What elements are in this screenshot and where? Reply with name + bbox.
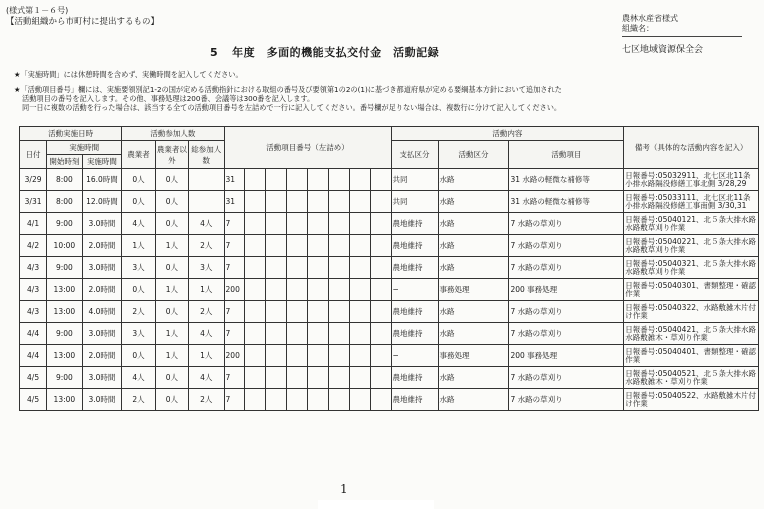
cell-item-number: 7	[224, 235, 245, 257]
cell-farmers: 0人	[122, 279, 155, 301]
cell-item-number	[370, 301, 391, 323]
header-activity-item: 活動項目	[509, 141, 624, 169]
cell-date: 4/3	[20, 301, 47, 323]
cell-duration: 4.0時間	[82, 301, 122, 323]
cell-activity-item: 7 水路の草刈り	[509, 367, 624, 389]
cell-item-number	[287, 235, 308, 257]
cell-item-number	[349, 191, 370, 213]
cell-start-time: 9:00	[47, 323, 82, 345]
cell-item-number	[266, 257, 287, 279]
cell-remark: 日報番号:05040221、北５条大排水路水路敷草刈り作業	[624, 235, 759, 257]
cell-date: 4/5	[20, 367, 47, 389]
cell-item-number: 7	[224, 257, 245, 279]
cell-start-time: 13:00	[47, 345, 82, 367]
cell-activity-type: 水路	[438, 367, 509, 389]
cell-item-number	[308, 301, 329, 323]
cell-item-number	[287, 257, 308, 279]
cell-total: 3人	[189, 257, 224, 279]
cell-non-farmers: 0人	[155, 367, 188, 389]
table-row	[20, 323, 759, 345]
cell-support-type: 農地維持	[391, 367, 438, 389]
cell-activity-item: 7 水路の草刈り	[509, 213, 624, 235]
cell-total: 4人	[189, 213, 224, 235]
cell-support-type: 共同	[391, 191, 438, 213]
cell-item-number	[370, 279, 391, 301]
header-date: 日付	[20, 141, 47, 169]
cell-item-number: 7	[224, 323, 245, 345]
cell-item-number	[308, 345, 329, 367]
table-row	[20, 169, 759, 191]
cell-farmers: 0人	[122, 345, 155, 367]
cell-remark: 日報番号:05040522、水路敷雑木片付け作業	[624, 389, 759, 411]
cell-activity-type: 事務処理	[438, 279, 509, 301]
cell-item-number	[245, 235, 266, 257]
cell-activity-item: 7 水路の草刈り	[509, 323, 624, 345]
cell-remark: 日報番号:05033111、北七区北11条小排水路隔没修繕工事南側 3/30,31	[624, 191, 759, 213]
cell-start-time: 13:00	[47, 279, 82, 301]
header-remarks: 備考（具体的な活動内容を記入）	[624, 127, 759, 169]
header-farmers: 農業者	[122, 141, 155, 169]
cell-item-number	[245, 213, 266, 235]
ministry-form-label: 農林水産省様式	[622, 14, 678, 23]
cell-farmers: 4人	[122, 367, 155, 389]
cell-activity-type: 水路	[438, 389, 509, 411]
table-row	[20, 235, 759, 257]
cell-item-number	[328, 301, 349, 323]
cell-total	[189, 169, 224, 191]
cell-item-number	[245, 169, 266, 191]
page-number: 1	[340, 482, 348, 496]
organization-label: 組織名：	[622, 24, 654, 33]
cell-farmers: 0人	[122, 169, 155, 191]
header-support-type: 支払区分	[391, 141, 438, 169]
cell-date: 4/3	[20, 257, 47, 279]
cell-remark: 日報番号:05040301、書類整理・確認作業	[624, 279, 759, 301]
cell-item-number: 200	[224, 279, 245, 301]
header-duration: 実施時間	[82, 155, 122, 169]
cell-non-farmers: 0人	[155, 389, 188, 411]
cell-item-number	[349, 279, 370, 301]
header-date-group: 活動実施日時	[20, 127, 122, 141]
cell-farmers: 1人	[122, 235, 155, 257]
header-participants-group: 活動参加人数	[122, 127, 224, 141]
cell-item-number	[308, 367, 329, 389]
cell-remark: 日報番号:05040421、北５条大排水路水路敷雑木・草刈り作業	[624, 323, 759, 345]
cell-item-number	[328, 169, 349, 191]
cell-item-number	[245, 279, 266, 301]
note-multiple-activities: 同一日に複数の活動を行った場合は、該当する全ての活動項目番号を左詰めで一行に記入してください。番号欄が足りない場合は、複数行に分けて記入してください。	[22, 103, 562, 112]
cell-total: 2人	[189, 389, 224, 411]
cell-item-number	[266, 213, 287, 235]
cell-remark: 日報番号:05040321、北５条大排水路水路敷草刈り作業	[624, 257, 759, 279]
cell-item-number	[287, 345, 308, 367]
cell-date: 3/29	[20, 169, 47, 191]
organization-underline	[622, 36, 742, 37]
table-row	[20, 213, 759, 235]
cell-support-type: 農地維持	[391, 257, 438, 279]
cell-item-number	[245, 257, 266, 279]
cell-item-number	[266, 279, 287, 301]
cell-item-number	[287, 169, 308, 191]
cell-support-type: 農地維持	[391, 389, 438, 411]
table-row	[20, 345, 759, 367]
cell-farmers: 0人	[122, 191, 155, 213]
cell-item-number	[287, 323, 308, 345]
cell-item-number	[328, 279, 349, 301]
cell-item-number	[245, 345, 266, 367]
cell-item-number	[308, 389, 329, 411]
header-non-farmers: 農業者以外	[155, 141, 188, 169]
cell-item-number	[245, 389, 266, 411]
cell-non-farmers: 0人	[155, 301, 188, 323]
cell-date: 4/1	[20, 213, 47, 235]
cell-item-number	[308, 213, 329, 235]
cell-remark: 日報番号:05040521、北５条大排水路水路敷雑木・草刈り作業	[624, 367, 759, 389]
cell-non-farmers: 1人	[155, 235, 188, 257]
cell-item-number	[245, 191, 266, 213]
cell-duration: 3.0時間	[82, 257, 122, 279]
cell-item-number	[287, 367, 308, 389]
cell-start-time: 13:00	[47, 301, 82, 323]
cell-duration: 3.0時間	[82, 323, 122, 345]
cell-farmers: 2人	[122, 301, 155, 323]
cell-item-number	[349, 367, 370, 389]
cell-item-number	[308, 169, 329, 191]
cell-activity-item: 7 水路の草刈り	[509, 257, 624, 279]
cell-support-type: 農地維持	[391, 235, 438, 257]
cell-start-time: 10:00	[47, 235, 82, 257]
cell-item-number	[370, 389, 391, 411]
cell-date: 4/4	[20, 345, 47, 367]
cell-item-number	[266, 367, 287, 389]
cell-date: 4/3	[20, 279, 47, 301]
cell-support-type: −	[391, 279, 438, 301]
cell-start-time: 8:00	[47, 169, 82, 191]
cell-item-number	[370, 213, 391, 235]
cell-item-number: 31	[224, 169, 245, 191]
cell-support-type: 共同	[391, 169, 438, 191]
cell-support-type: 農地維持	[391, 323, 438, 345]
cell-item-number: 7	[224, 367, 245, 389]
cell-duration: 3.0時間	[82, 367, 122, 389]
cell-item-number	[328, 389, 349, 411]
cell-item-number	[308, 191, 329, 213]
cell-duration: 16.0時間	[82, 169, 122, 191]
cell-item-number	[349, 389, 370, 411]
cell-remark: 日報番号:05040401、書類整理・確認作業	[624, 345, 759, 367]
cell-item-number	[308, 257, 329, 279]
cell-remark: 日報番号:05040121、北５条大排水路水路敷草刈り作業	[624, 213, 759, 235]
cell-non-farmers: 1人	[155, 279, 188, 301]
cell-item-number	[328, 213, 349, 235]
cell-activity-type: 水路	[438, 257, 509, 279]
activity-log-table	[19, 126, 759, 411]
cell-date: 4/4	[20, 323, 47, 345]
cell-item-number	[370, 367, 391, 389]
cell-non-farmers: 0人	[155, 169, 188, 191]
cell-farmers: 2人	[122, 389, 155, 411]
cell-item-number	[349, 345, 370, 367]
organization-name: 七区地域資源保全会	[622, 45, 704, 55]
cell-item-number	[328, 367, 349, 389]
activity-log-body	[20, 169, 759, 411]
cell-start-time: 8:00	[47, 191, 82, 213]
cell-item-number	[287, 389, 308, 411]
table-row	[20, 301, 759, 323]
cell-item-number	[266, 301, 287, 323]
page-footer-bar	[318, 500, 434, 509]
cell-activity-type: 水路	[438, 235, 509, 257]
cell-total: 4人	[189, 323, 224, 345]
cell-start-time: 9:00	[47, 213, 82, 235]
cell-item-number	[245, 301, 266, 323]
cell-activity-type: 水路	[438, 169, 509, 191]
cell-start-time: 9:00	[47, 367, 82, 389]
note-item-number-cont: 活動項目の番号を記入します。その他、事務処理は200番、会議等は300番を記入します。	[22, 94, 315, 103]
table-row	[20, 367, 759, 389]
cell-total: 2人	[189, 235, 224, 257]
cell-item-number: 31	[224, 191, 245, 213]
cell-item-number	[328, 345, 349, 367]
cell-activity-type: 事務処理	[438, 345, 509, 367]
cell-farmers: 4人	[122, 213, 155, 235]
cell-activity-type: 水路	[438, 301, 509, 323]
cell-item-number	[349, 257, 370, 279]
cell-item-number	[287, 301, 308, 323]
cell-item-number	[370, 169, 391, 191]
cell-item-number	[328, 191, 349, 213]
cell-item-number	[308, 279, 329, 301]
cell-duration: 2.0時間	[82, 235, 122, 257]
cell-start-time: 13:00	[47, 389, 82, 411]
cell-farmers: 3人	[122, 323, 155, 345]
cell-support-type: 農地維持	[391, 213, 438, 235]
cell-duration: 3.0時間	[82, 389, 122, 411]
submission-note: 【活動組織から市町村に提出するもの】	[6, 17, 160, 27]
cell-item-number	[245, 367, 266, 389]
cell-item-number	[349, 301, 370, 323]
cell-activity-type: 水路	[438, 323, 509, 345]
cell-remark: 日報番号:05032911、北七区北11条小排水路隔没修繕工事北側 3/28,29	[624, 169, 759, 191]
cell-item-number	[328, 235, 349, 257]
cell-activity-item: 7 水路の草刈り	[509, 389, 624, 411]
cell-item-number	[370, 191, 391, 213]
cell-total	[189, 191, 224, 213]
title-year: 5	[210, 46, 219, 59]
cell-total: 1人	[189, 279, 224, 301]
cell-non-farmers: 1人	[155, 345, 188, 367]
cell-item-number	[266, 389, 287, 411]
cell-activity-item: 31 水路の軽微な補修等	[509, 169, 624, 191]
header-item-numbers: 活動項目番号（左詰め）	[224, 127, 391, 169]
document-title	[210, 44, 439, 60]
cell-item-number	[328, 257, 349, 279]
cell-activity-item: 7 水路の草刈り	[509, 301, 624, 323]
cell-item-number	[287, 213, 308, 235]
cell-item-number	[287, 191, 308, 213]
cell-activity-item: 200 事務処理	[509, 279, 624, 301]
header-start: 開始時刻	[47, 155, 82, 169]
cell-date: 4/5	[20, 389, 47, 411]
cell-farmers: 3人	[122, 257, 155, 279]
cell-item-number	[349, 323, 370, 345]
cell-item-number	[266, 169, 287, 191]
cell-total: 4人	[189, 367, 224, 389]
cell-item-number: 7	[224, 301, 245, 323]
title-main: 年度 多面的機能支払交付金 活動記録	[232, 46, 440, 59]
cell-item-number	[349, 213, 370, 235]
cell-non-farmers: 1人	[155, 323, 188, 345]
cell-activity-type: 水路	[438, 213, 509, 235]
table-row	[20, 191, 759, 213]
cell-item-number	[349, 235, 370, 257]
cell-item-number	[349, 169, 370, 191]
cell-item-number	[245, 323, 266, 345]
cell-item-number	[287, 279, 308, 301]
cell-support-type: −	[391, 345, 438, 367]
header-content-group: 活動内容	[391, 127, 624, 141]
cell-support-type: 農地維持	[391, 301, 438, 323]
cell-non-farmers: 0人	[155, 213, 188, 235]
form-number: (様式第１－６号)	[6, 6, 69, 15]
cell-item-number: 7	[224, 389, 245, 411]
note-item-number: ★「活動項目番号」欄には、実施要領別記1-2の国が定める活動指針における取組の番号及び要領第1の2の(1)に基づき都道府県が定める要綱基本方針において追加された	[14, 85, 562, 94]
cell-item-number	[266, 345, 287, 367]
cell-item-number	[370, 257, 391, 279]
cell-total: 1人	[189, 345, 224, 367]
cell-item-number	[370, 345, 391, 367]
cell-activity-item: 200 事務処理	[509, 345, 624, 367]
cell-item-number	[370, 323, 391, 345]
cell-item-number	[308, 323, 329, 345]
table-row	[20, 257, 759, 279]
cell-remark: 日報番号:05040322、水路敷雑木片付け作業	[624, 301, 759, 323]
cell-start-time: 9:00	[47, 257, 82, 279]
cell-item-number: 200	[224, 345, 245, 367]
note-working-hours: ★「実施時間」には休憩時間を含めず、実働時間を記入してください。	[14, 70, 243, 79]
cell-activity-item: 7 水路の草刈り	[509, 235, 624, 257]
cell-non-farmers: 0人	[155, 191, 188, 213]
cell-activity-type: 水路	[438, 191, 509, 213]
cell-item-number	[266, 191, 287, 213]
cell-item-number	[308, 235, 329, 257]
cell-non-farmers: 0人	[155, 257, 188, 279]
table-row	[20, 279, 759, 301]
cell-item-number	[328, 323, 349, 345]
cell-total: 2人	[189, 301, 224, 323]
cell-date: 3/31	[20, 191, 47, 213]
header-activity-type: 活動区分	[438, 141, 509, 169]
cell-date: 4/2	[20, 235, 47, 257]
header-time-group: 実施時間	[47, 141, 122, 155]
cell-duration: 12.0時間	[82, 191, 122, 213]
cell-duration: 2.0時間	[82, 279, 122, 301]
cell-item-number	[266, 323, 287, 345]
table-row	[20, 389, 759, 411]
cell-item-number	[370, 235, 391, 257]
cell-item-number: 7	[224, 213, 245, 235]
cell-duration: 2.0時間	[82, 345, 122, 367]
cell-item-number	[266, 235, 287, 257]
cell-activity-item: 31 水路の軽微な補修等	[509, 191, 624, 213]
header-total: 総参加人数	[189, 141, 224, 169]
cell-duration: 3.0時間	[82, 213, 122, 235]
